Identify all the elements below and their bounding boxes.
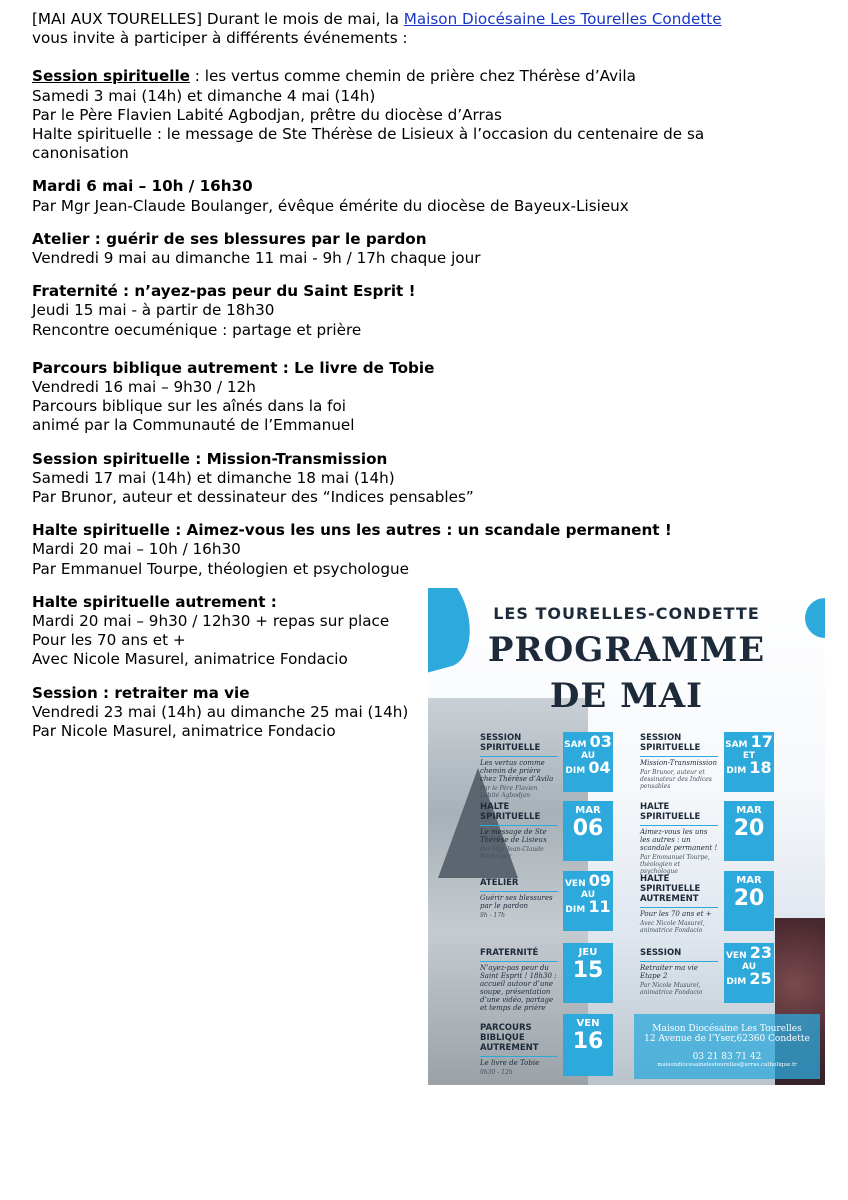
date-day: MAR xyxy=(736,875,762,886)
footer-address-street: 12 Avenue de l’Yser,62360 Condette xyxy=(644,1034,810,1044)
poster-entry-who: Par Brunor, auteur et dessinateur des Indices pensables xyxy=(640,769,712,790)
event-line: Mardi 20 mai – 10h / 16h30 xyxy=(32,540,241,559)
poster-entry-who: Par Mgr Jean-Claude Boulanger xyxy=(480,846,544,860)
programme-poster xyxy=(428,588,825,1085)
poster-date-box xyxy=(724,871,774,931)
poster-entry-name: HALTE SPIRITUELLE xyxy=(640,802,701,822)
event-line: Par Mgr Jean-Claude Boulanger, évêque émérite du diocèse de Bayeux-Lisieux xyxy=(32,196,629,215)
poster-entry xyxy=(480,802,560,860)
date-number: 16 xyxy=(572,1029,604,1054)
date-number: 23 xyxy=(749,943,773,962)
event-line: Par Nicole Masurel, animatrice Fondacio xyxy=(32,722,336,741)
date-day: DIM xyxy=(726,977,747,987)
date-day: VEN xyxy=(725,951,747,961)
poster-entry-who: Par le Père Flavien Labité Agbodjan xyxy=(480,785,538,799)
poster-date-box xyxy=(563,1014,613,1076)
event-parcours-biblique xyxy=(32,359,832,436)
poster-entry xyxy=(480,1023,560,1076)
event-title: Session : retraiter ma vie xyxy=(32,683,250,702)
date-sep: ET xyxy=(742,751,756,761)
intro-line-1 xyxy=(32,10,832,29)
event-title: Fraternité : n’ayez-pas peur du Saint Esprit ! xyxy=(32,282,416,301)
event-title: Session spirituelle xyxy=(32,67,190,86)
event-line: Halte spirituelle : le message de Ste Thérèse de Lisieux à l’occasion du centenaire de sa xyxy=(32,125,705,144)
date-day: JEU xyxy=(578,947,598,958)
poster-date-box xyxy=(724,801,774,861)
poster-entry-desc: Pour les 70 ans et + xyxy=(640,907,718,918)
poster-date-box xyxy=(563,871,613,931)
event-title-rest: : les vertus comme chemin de prière chez Thérèse d’Avila xyxy=(189,67,636,86)
date-number: 18 xyxy=(749,758,772,777)
poster-date-box xyxy=(563,801,613,861)
event-line: Parcours biblique sur les aînés dans la foi xyxy=(32,397,346,416)
event-line: Samedi 3 mai (14h) et dimanche 4 mai (14h) xyxy=(32,86,376,105)
poster-entry xyxy=(640,733,720,790)
poster-entry-desc: Retraiter ma vie Etape 2 xyxy=(640,961,718,980)
poster-entry-desc: Le livre de Tobie xyxy=(480,1056,558,1067)
poster-date-box xyxy=(724,943,774,1003)
poster-entry-name: PARCOURS BIBLIQUE AUTREMENT xyxy=(480,1023,539,1053)
poster-entry-name: SESSION SPIRITUELLE xyxy=(480,733,541,753)
poster-entry-who: Par Nicole Masurel, animatrice Fondacio xyxy=(640,982,703,996)
date-number: 03 xyxy=(589,732,612,751)
poster-entry xyxy=(640,948,720,996)
date-day: DIM xyxy=(565,905,586,915)
poster-title-month: DE MAI xyxy=(549,676,704,716)
event-title: Mardi 6 mai – 10h / 16h30 xyxy=(32,177,253,196)
event-line: Vendredi 16 mai – 9h30 / 12h xyxy=(32,378,256,397)
poster-entry-desc: Guérir ses blessures par le pardon xyxy=(480,891,558,910)
date-day: VEN xyxy=(576,1018,600,1029)
date-number: 20 xyxy=(733,816,765,841)
date-sep: AU xyxy=(581,890,595,900)
event-line: Rencontre oecuménique : partage et prière xyxy=(32,320,362,339)
date-number: 06 xyxy=(572,816,604,841)
maison-diocesaine-link[interactable]: Maison Diocésaine Les Tourelles Condette xyxy=(403,10,722,28)
event-atelier xyxy=(32,230,832,268)
date-sep: AU xyxy=(581,751,595,761)
poster-footer xyxy=(634,1014,820,1079)
date-number: 17 xyxy=(750,732,773,751)
poster-entry xyxy=(480,878,560,919)
poster-date-box xyxy=(563,943,613,1003)
event-title: Halte spirituelle : Aimez-vous les uns les autres : un scandale permanent ! xyxy=(32,521,672,540)
event-line: Avec Nicole Masurel, animatrice Fondacio xyxy=(32,650,348,669)
event-mardi-6-mai xyxy=(32,177,832,215)
date-day: DIM xyxy=(726,766,747,776)
poster-entry xyxy=(640,802,720,875)
event-line: Par Brunor, auteur et dessinateur des “Indices pensables” xyxy=(32,488,474,507)
event-line: Par Emmanuel Tourpe, théologien et psychologue xyxy=(32,559,409,578)
event-line: Jeudi 15 mai - à partir de 18h30 xyxy=(32,301,275,320)
date-number: 20 xyxy=(733,886,765,911)
footer-address-name: Maison Diocésaine Les Tourelles xyxy=(652,1024,802,1034)
poster-entry-who: Avec Nicole Masurel, animatrice Fondacio xyxy=(640,920,705,934)
poster-entry-desc: Les vertus comme chemin de prière chez Thérèse d’Avila xyxy=(480,756,558,783)
poster-date-box xyxy=(724,732,774,792)
intro-prefix: [MAI AUX TOURELLES] Durant le mois de mai, la xyxy=(32,10,404,28)
date-number: 09 xyxy=(588,871,612,890)
event-line: Par le Père Flavien Labité Agbodjan, prêtre du diocèse d’Arras xyxy=(32,105,502,124)
poster-entry-who: 9h - 17h xyxy=(480,912,506,919)
date-sep: AU xyxy=(742,962,756,972)
poster-subtitle: LES TOURELLES-CONDETTE xyxy=(493,604,760,623)
poster-title: PROGRAMME xyxy=(487,630,766,670)
poster-entry-who: Par Emmanuel Tourpe, théologien et psychologue xyxy=(640,854,710,875)
date-day: SAM xyxy=(564,740,587,750)
event-line: Pour les 70 ans et + xyxy=(32,631,186,650)
event-title: Session spirituelle : Mission-Transmission xyxy=(32,449,388,468)
poster-entry-desc: N’ayez-pas peur du Saint Esprit ! 18h30 : accueil autour d’une soupe, présentation d’une vidéo, partage et temps de prière xyxy=(480,961,558,1012)
event-session-mission xyxy=(32,450,832,508)
event-title: Parcours biblique autrement : Le livre de Tobie xyxy=(32,358,435,377)
poster-entry-who: 9h30 - 12h xyxy=(480,1069,513,1076)
poster-entry-desc: Le message de Ste Thérèse de Lisieux xyxy=(480,825,558,844)
poster-entry xyxy=(480,948,560,1012)
event-session-spirituelle-therese xyxy=(32,67,832,163)
date-day: MAR xyxy=(736,805,762,816)
date-day: DIM xyxy=(565,766,586,776)
event-title: Atelier : guérir de ses blessures par le pardon xyxy=(32,229,427,248)
intro-line-2: vous invite à participer à différents événements : xyxy=(32,29,408,48)
event-title: Halte spirituelle autrement : xyxy=(32,592,277,611)
event-line: Samedi 17 mai (14h) et dimanche 18 mai (14h) xyxy=(32,468,395,487)
event-halte-aimez-vous xyxy=(32,521,832,579)
date-day: MAR xyxy=(575,805,601,816)
footer-email: maisondiocesainelestourelles@arras.catholique.fr xyxy=(657,1062,797,1068)
footer-phone: 03 21 83 71 42 xyxy=(692,1052,762,1062)
event-line: canonisation xyxy=(32,144,129,163)
event-line: Mardi 20 mai – 9h30 / 12h30 + repas sur place xyxy=(32,612,390,631)
event-line: Vendredi 23 mai (14h) au dimanche 25 mai (14h) xyxy=(32,702,409,721)
poster-entry-desc: Aimez-vous les uns les autres : un scandale permanent ! xyxy=(640,825,718,852)
date-number: 04 xyxy=(588,758,611,777)
date-number: 15 xyxy=(572,958,604,983)
date-day: SAM xyxy=(725,740,748,750)
date-day: VEN xyxy=(564,879,586,889)
poster-entry xyxy=(640,874,720,934)
date-number: 25 xyxy=(749,969,772,988)
event-line: Vendredi 9 mai au dimanche 11 mai - 9h / 17h chaque jour xyxy=(32,249,481,268)
poster-entry-name: FRATERNITÉ xyxy=(480,948,539,958)
poster-entry-name: SESSION xyxy=(640,948,682,958)
poster-entry xyxy=(480,733,560,799)
poster-entry-name: HALTE SPIRITUELLE xyxy=(480,802,541,822)
poster-entry-name: SESSION SPIRITUELLE xyxy=(640,733,701,753)
poster-entry-name: ATELIER xyxy=(480,878,519,888)
event-fraternite xyxy=(32,282,832,340)
poster-entry-desc: Mission-Transmission xyxy=(640,756,718,767)
event-line: animé par la Communauté de l’Emmanuel xyxy=(32,416,355,435)
poster-date-box xyxy=(563,732,613,792)
poster-entry-name: HALTE SPIRITUELLE AUTREMENT xyxy=(640,874,701,904)
date-number: 11 xyxy=(588,897,611,916)
